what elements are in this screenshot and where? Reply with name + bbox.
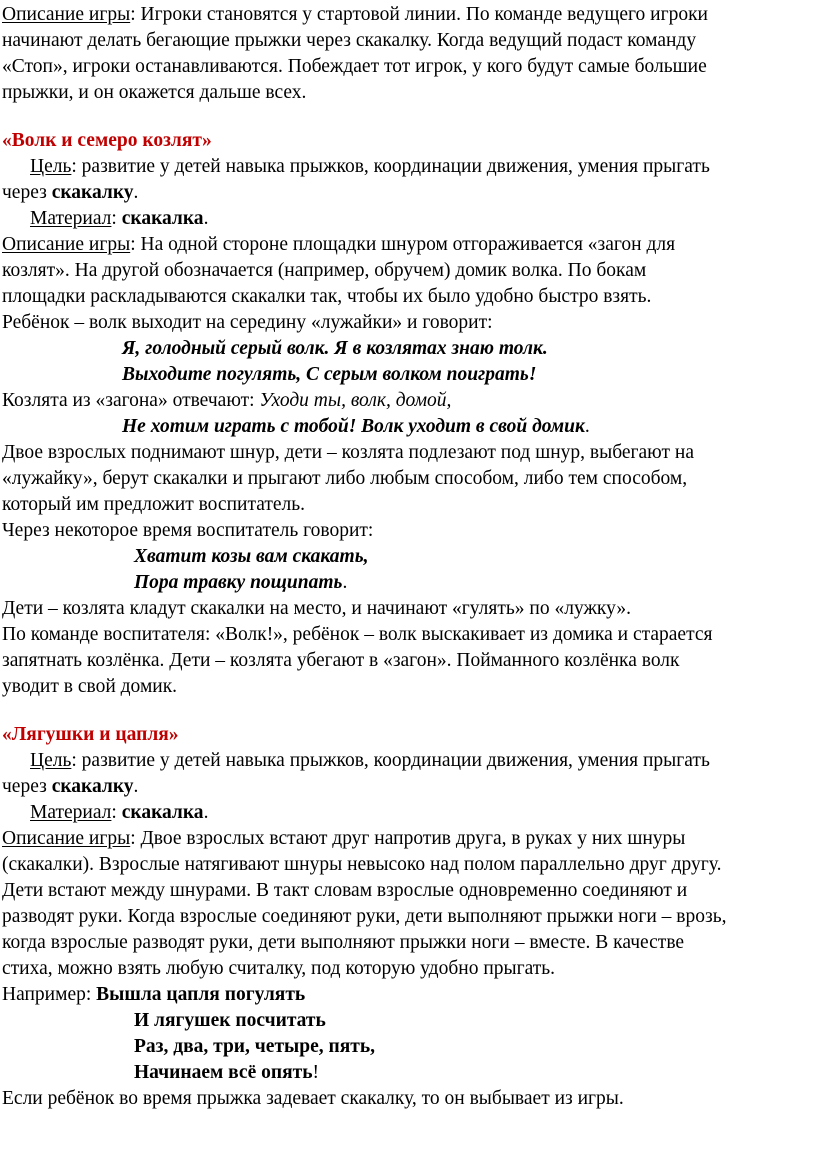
section2-kids-answer — [2, 388, 451, 414]
section3-desc-line-5: когда взрослые разводят руки, дети выполняют прыжки ноги – вместе. В качестве — [2, 932, 685, 953]
section3-goal-line-2 — [2, 774, 138, 800]
section2-desc-line-4: Ребёнок – волк выходит на середину «лужайки» и говорит: — [2, 312, 493, 333]
section3-goal-text: : развитие у детей навыка прыжков, координации движения, умения прыгать — [71, 750, 710, 771]
section2-goal-period: . — [133, 182, 139, 203]
section2-end-line-1: Дети – козлята кладут скакалки на место, и начинают «гулять» по «лужку». — [2, 598, 631, 619]
section3-desc-line-2: (скакалки). Взрослые натягивают шнуры невысоко над полом параллельно друг другу. — [2, 854, 722, 875]
section3-goal-period: . — [133, 776, 139, 797]
section2-body-line-1: Двое взрослых поднимают шнур, дети – козлята подлезают под шнур, выбегают на — [2, 442, 694, 463]
section2-goal-label: Цель — [30, 156, 72, 177]
section2-verse-5-period: . — [342, 572, 348, 593]
section3-desc-line-4: разводят руки. Когда взрослые соединяют руки, дети выполняют прыжки ноги – врозь, — [2, 906, 727, 927]
section2-material-period: . — [203, 208, 209, 229]
section2-body-line-2: «лужайку», берут скакалки и прыгают либо любым способом, либо тем способом, — [2, 468, 688, 489]
section2-verse-3-line — [122, 414, 590, 440]
section2-material-value: скакалка — [121, 208, 204, 229]
section2-goal-text: : развитие у детей навыка прыжков, координации движения, умения прыгать — [71, 156, 710, 177]
section2-verse-2: Выходите погулять, С серым волком поиграть! — [122, 364, 537, 385]
section3-rhyme-1: Вышла цапля погулять — [96, 984, 306, 1005]
section2-desc-line-3: площадки раскладываются скакалки так, чтобы их было удобно быстро взять. — [2, 286, 652, 307]
section1-desc-line-3: «Стоп», игроки останавливаются. Побеждает тот игрок, у кого будут самые большие — [2, 56, 707, 77]
section3-desc-text: : Двое взрослых встают друг напротив друга, в руках у них шнуры — [130, 828, 686, 849]
section2-desc-line-1 — [2, 232, 675, 258]
section3-example-line — [2, 982, 305, 1008]
section3-goal-label: Цель — [30, 750, 72, 771]
section2-end-line-4: уводит в свой домик. — [2, 676, 178, 697]
section3-rhyme-3: Раз, два, три, четыре, пять, — [134, 1036, 376, 1057]
section2-material-line — [30, 206, 208, 232]
section2-verse-4: Хватит козы вам скакать, — [134, 546, 369, 567]
section3-title: «Лягушки и цапля» — [2, 724, 179, 745]
section2-kids-answer-italic: Уходи ты, волк, домой, — [259, 390, 452, 411]
section3-material-label: Материал — [30, 802, 112, 823]
section2-verse-3: Не хотим играть с тобой! Волк уходит в свой домик — [122, 416, 585, 437]
section2-verse-5: Пора травку пощипать — [134, 572, 343, 593]
section3-goal-bold: скакалку — [51, 776, 134, 797]
section3-goal-prefix: через — [2, 776, 52, 797]
section2-desc-text: : На одной стороне площадки шнуром отгораживается «загон для — [130, 234, 676, 255]
section3-material-colon: : — [111, 802, 122, 823]
section3-last-line: Если ребёнок во время прыжка задевает скакалку, то он выбывает из игры. — [2, 1088, 624, 1109]
section2-goal-prefix: через — [2, 182, 52, 203]
section1-desc-label: Описание игры — [2, 4, 131, 25]
section3-rhyme-2: И лягушек посчитать — [134, 1010, 326, 1031]
section3-goal-line-1 — [30, 748, 710, 774]
section3-desc-line-6: стиха, можно взять любую считалку, под которую удобно прыгать. — [2, 958, 556, 979]
section2-verse-3-period: . — [584, 416, 590, 437]
section3-material-period: . — [203, 802, 209, 823]
section2-verse-5-line — [134, 570, 347, 596]
section2-body-line-4: Через некоторое время воспитатель говорит: — [2, 520, 374, 541]
section3-desc-label: Описание игры — [2, 828, 131, 849]
section3-rhyme-4-line — [134, 1060, 319, 1086]
section2-verse-1: Я, голодный серый волк. Я в козлятах знаю толк. — [122, 338, 548, 359]
section3-rhyme-4: Начинаем всё опять — [134, 1062, 313, 1083]
section2-title: «Волк и семеро козлят» — [2, 130, 212, 151]
section2-end-line-3: запятнать козлёнка. Дети – козлята убегают в «загон». Пойманного козлёнка волк — [2, 650, 680, 671]
section3-material-line — [30, 800, 208, 826]
section2-goal-bold: скакалку — [51, 182, 134, 203]
section2-desc-label: Описание игры — [2, 234, 131, 255]
section2-desc-line-2: козлят». На другой обозначается (например, обручем) домик волка. По бокам — [2, 260, 647, 281]
section3-material-value: скакалка — [121, 802, 204, 823]
section2-material-colon: : — [111, 208, 122, 229]
section2-end-line-2: По команде воспитателя: «Волк!», ребёнок – волк выскакивает из домика и старается — [2, 624, 713, 645]
section3-example-prefix: Например: — [2, 984, 97, 1005]
section1-desc-text: : Игроки становятся у стартовой линии. По команде ведущего игроки — [130, 4, 708, 25]
section3-desc-line-3: Дети встают между шнурами. В такт словам взрослые одновременно соединяют и — [2, 880, 688, 901]
section1-desc-line-4: прыжки, и он окажется дальше всех. — [2, 82, 307, 103]
section2-goal-line-2 — [2, 180, 138, 206]
section2-goal-line-1 — [30, 154, 710, 180]
section3-rhyme-4-exclaim: ! — [312, 1062, 320, 1083]
section2-material-label: Материал — [30, 208, 112, 229]
section2-kids-answer-prefix: Козлята из «загона» отвечают: — [2, 390, 260, 411]
section3-desc-line-1 — [2, 826, 685, 852]
section1-desc-line-2: начинают делать бегающие прыжки через скакалку. Когда ведущий подаст команду — [2, 30, 697, 51]
section2-body-line-3: который им предложит воспитатель. — [2, 494, 306, 515]
section1-desc-line-1 — [2, 2, 708, 28]
